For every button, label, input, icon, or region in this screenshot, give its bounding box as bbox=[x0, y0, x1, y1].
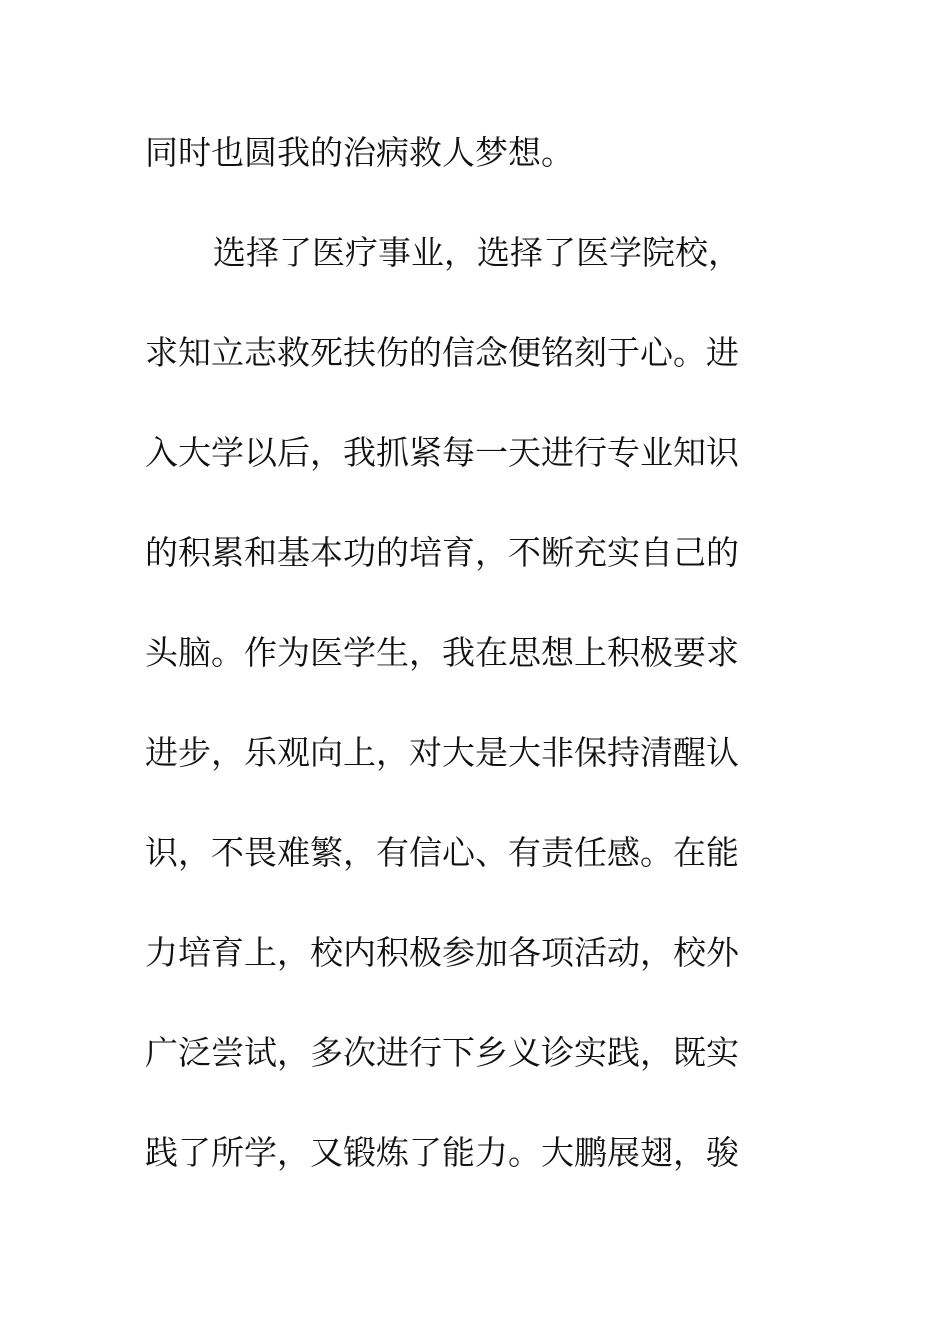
paragraph-start-line: 选择了医疗事业，选择了医学院校， bbox=[213, 233, 741, 272]
text-line: 践了所学，又锻炼了能力。大鹏展翅，骏 bbox=[145, 1133, 739, 1172]
body-text bbox=[145, 123, 785, 1223]
text-line: 的积累和基本功的培育，不断充实自己的 bbox=[145, 533, 739, 572]
text-line: 力培育上，校内积极参加各项活动，校外 bbox=[145, 933, 739, 972]
text-line: 求知立志救死扶伤的信念便铭刻于心。进 bbox=[145, 333, 739, 372]
text-line: 头脑。作为医学生，我在思想上积极要求 bbox=[145, 633, 739, 672]
text-line: 识，不畏难繁，有信心、有责任感。在能 bbox=[145, 833, 739, 872]
text-line: 同时也圆我的治病救人梦想。 bbox=[145, 133, 574, 172]
text-line: 进步，乐观向上，对大是大非保持清醒认 bbox=[145, 733, 739, 772]
text-line: 入大学以后，我抓紧每一天进行专业知识 bbox=[145, 433, 739, 472]
text-line: 广泛尝试，多次进行下乡义诊实践，既实 bbox=[145, 1033, 739, 1072]
